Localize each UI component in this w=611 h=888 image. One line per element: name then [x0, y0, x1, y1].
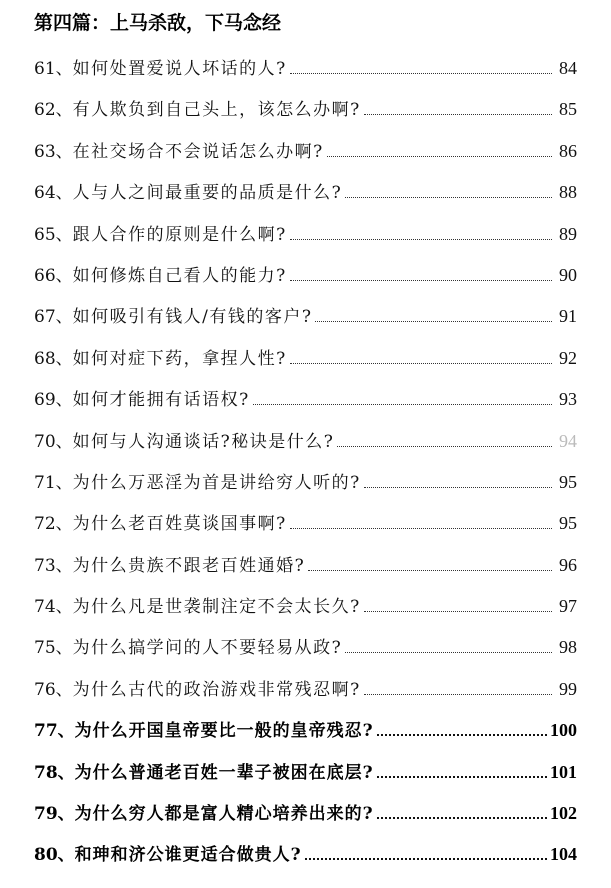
toc-entry-title: 为什么万恶淫为首是讲给穷人听的? [72, 472, 361, 493]
toc-entry-title: 为什么贵族不跟老百姓通婚? [72, 555, 306, 576]
toc-entry-title: 如何才能拥有话语权? [72, 390, 250, 411]
dot-leader [315, 321, 552, 322]
toc-entry-title: 如何处置爱说人坏话的人? [72, 59, 287, 79]
toc-entry-title: 为什么穷人都是富人精心培养出来的? [74, 804, 374, 825]
dot-leader [327, 156, 552, 157]
toc-entry-title: 如何修炼自己看人的能力? [72, 265, 287, 286]
dot-leader [364, 611, 552, 612]
toc-entry-number: 61、 [34, 59, 73, 79]
toc-entry-number: 70、 [34, 431, 73, 452]
toc-entry-title: 为什么老百姓莫谈国事啊? [72, 514, 287, 535]
dot-leader [377, 734, 547, 736]
toc-entry-page-number: 94 [559, 430, 577, 451]
dot-leader [290, 73, 552, 74]
toc-entry-number: 63、 [34, 141, 73, 162]
toc-entry[interactable] [34, 221, 577, 262]
toc-entry-title: 在社交场合不会说话怎么办啊? [72, 141, 324, 162]
toc-entry-title: 为什么搞学问的人不要轻易从政? [72, 638, 343, 659]
toc-entry[interactable] [34, 179, 577, 220]
section-title: 第四篇：上马杀敌，下马念经 [34, 12, 282, 34]
toc-entry[interactable] [34, 55, 577, 96]
toc-entry-number: 69、 [34, 390, 73, 411]
toc-entry-number: 64、 [34, 183, 73, 204]
toc-entry-title: 如何与人沟通谈话?秘诀是什么? [72, 431, 335, 452]
toc-entry-page-number: 92 [559, 347, 577, 368]
dot-leader [290, 528, 552, 529]
toc-entry-page-number: 86 [559, 140, 577, 161]
dot-leader [364, 487, 552, 488]
toc-entry[interactable] [34, 138, 577, 179]
toc-entry-number: 72、 [34, 514, 73, 535]
toc-entry[interactable] [34, 800, 577, 841]
toc-entry-page-number: 95 [559, 513, 577, 534]
dot-leader [305, 858, 547, 860]
toc-entry-page-number: 85 [559, 99, 577, 120]
toc-entry[interactable] [34, 469, 577, 510]
toc-entry-page-number: 104 [550, 844, 577, 865]
toc-entry-page-number: 99 [559, 678, 577, 699]
dot-leader [290, 280, 552, 281]
dot-leader [364, 114, 552, 115]
toc-entry-page-number: 93 [559, 389, 577, 410]
toc-entry-number: 74、 [34, 597, 73, 618]
toc-entry[interactable] [34, 386, 577, 427]
dot-leader [337, 446, 552, 447]
toc-entry-title: 如何对症下药，拿捏人性? [72, 348, 287, 369]
toc-entry[interactable] [34, 303, 577, 344]
toc-entry[interactable] [34, 552, 577, 593]
toc-entry[interactable] [34, 717, 577, 758]
toc-entry-number: 65、 [34, 224, 73, 245]
dot-leader [345, 197, 552, 198]
toc-entry-page-number: 96 [559, 554, 577, 575]
dot-leader [345, 652, 552, 653]
toc-entry-title: 有人欺负到自己头上，该怎么办啊? [72, 100, 361, 121]
toc-entry-title: 为什么凡是世袭制注定不会太长久? [72, 597, 361, 618]
dot-leader [253, 404, 552, 405]
toc-entry-page-number: 88 [559, 182, 577, 203]
dot-leader [377, 817, 547, 819]
toc-entry-page-number: 90 [559, 264, 577, 285]
toc-entry-number: 79、 [34, 804, 75, 825]
toc-entry-title: 为什么普通老百姓一辈子被困在底层? [74, 762, 374, 783]
toc-entry-title: 和珅和济公谁更适合做贵人? [74, 845, 302, 866]
toc-entry-title: 为什么开国皇帝要比一般的皇帝残忍? [74, 721, 374, 742]
toc-entry-number: 75、 [34, 638, 73, 659]
dot-leader [364, 694, 552, 695]
toc-entry-number: 73、 [34, 555, 73, 576]
toc-entry-number: 78、 [34, 762, 75, 783]
toc-entry-number: 66、 [34, 265, 73, 286]
table-of-contents [34, 55, 577, 883]
toc-entry[interactable] [34, 676, 577, 717]
toc-entry-page-number: 100 [550, 720, 577, 741]
toc-entry-number: 62、 [34, 100, 73, 121]
toc-entry[interactable] [34, 345, 577, 386]
toc-entry[interactable] [34, 96, 577, 137]
dot-leader [290, 363, 552, 364]
toc-entry[interactable] [34, 593, 577, 634]
dot-leader [377, 776, 547, 778]
toc-entry[interactable] [34, 759, 577, 800]
toc-entry-page-number: 98 [559, 637, 577, 658]
toc-entry[interactable] [34, 262, 577, 303]
toc-entry-number: 80、 [34, 845, 75, 866]
toc-entry-number: 71、 [34, 472, 73, 493]
toc-entry[interactable] [34, 634, 577, 675]
toc-entry[interactable] [34, 510, 577, 551]
dot-leader [290, 239, 552, 240]
toc-entry-number: 67、 [34, 307, 73, 328]
toc-entry[interactable] [34, 428, 577, 469]
toc-entry-number: 76、 [34, 679, 73, 700]
toc-entry-page-number: 97 [559, 596, 577, 617]
toc-entry-number: 77、 [34, 721, 75, 742]
toc-entry[interactable] [34, 841, 577, 882]
toc-entry-page-number: 89 [559, 223, 577, 244]
toc-entry-page-number: 84 [559, 58, 577, 78]
toc-entry-number: 68、 [34, 348, 73, 369]
toc-entry-title: 为什么古代的政治游戏非常残忍啊? [72, 679, 361, 700]
toc-entry-title: 如何吸引有钱人/有钱的客户? [72, 307, 313, 328]
toc-entry-title: 人与人之间最重要的品质是什么? [72, 183, 343, 204]
toc-entry-title: 跟人合作的原则是什么啊? [72, 224, 287, 245]
toc-entry-page-number: 101 [550, 761, 577, 782]
toc-entry-page-number: 91 [559, 306, 577, 327]
toc-entry-page-number: 102 [550, 803, 577, 824]
toc-entry-page-number: 95 [559, 471, 577, 492]
dot-leader [308, 570, 552, 571]
